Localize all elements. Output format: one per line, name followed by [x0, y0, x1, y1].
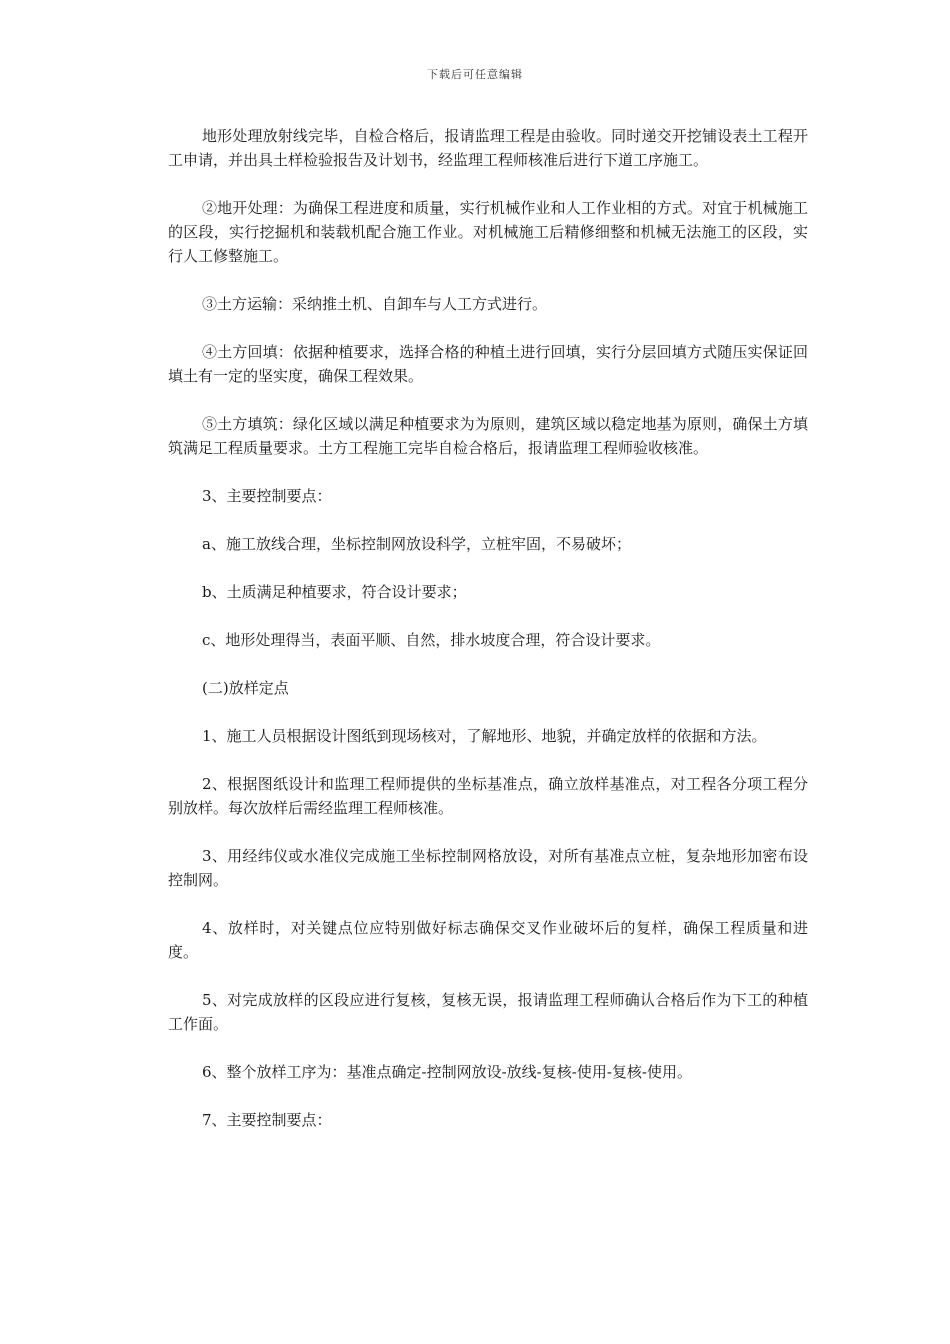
paragraph: ③土方运输：采纳推土机、自卸车与人工方式进行。 — [202, 295, 548, 313]
list-item: b、土质满足种植要求，符合设计要求； — [202, 583, 467, 601]
paragraph: ⑤土方填筑：绿化区域以满足种植要求为为原则，建筑区域以稳定地基为原则，确保土方填筑满足工程质量要求。土方工程施工完毕自检合格后，报请监理工程师验收核准。 — [168, 415, 808, 457]
paragraph: ②地开处理：为确保工程进度和质量，实行机械作业和人工作业相的方式。对宜于机械施工的区段，实行挖掘机和装载机配合施工作业。对机械施工后精修细整和机械无法施工的区段，实行人工修整施工。 — [168, 199, 808, 265]
document-body — [168, 124, 808, 1156]
list-item: 3、用经纬仪或水准仪完成施工坐标控制网格放设，对所有基准点立桩，复杂地形加密布设控制网。 — [168, 847, 808, 889]
page-header: 下载后可任意编辑 — [427, 68, 523, 81]
list-item: c、地形处理得当，表面平顺、自然，排水坡度合理，符合设计要求。 — [202, 631, 661, 649]
list-item: 1、施工人员根据设计图纸到现场核对，了解地形、地貌，并确定放样的依据和方法。 — [202, 727, 767, 745]
section-heading: 7、主要控制要点： — [202, 1111, 332, 1129]
list-item: 4、放样时，对关键点位应特别做好标志确保交叉作业破坏后的复样，确保工程质量和进度。 — [168, 919, 808, 961]
list-item: 6、整个放样工序为：基准点确定-控制网放设-放线-复核-使用-复核-使用。 — [202, 1063, 692, 1081]
list-item: a、施工放线合理，坐标控制网放设科学，立桩牢固，不易破坏； — [202, 535, 631, 553]
paragraph: 地形处理放射线完毕，自检合格后，报请监理工程是由验收。同时递交开挖铺设表土工程开工申请，并出具土样检验报告及计划书，经监理工程师核准后进行下道工序施工。 — [168, 127, 808, 169]
section-heading: (二)放样定点 — [202, 679, 289, 697]
section-heading: 3、主要控制要点： — [202, 487, 332, 505]
list-item: 2、根据图纸设计和监理工程师提供的坐标基准点，确立放样基准点，对工程各分项工程分别放样。每次放样后需经监理工程师核准。 — [168, 775, 808, 817]
list-item: 5、对完成放样的区段应进行复核，复核无误，报请监理工程师确认合格后作为下工的种植工作面。 — [168, 991, 808, 1033]
paragraph: ④土方回填：依据种植要求，选择合格的种植土进行回填，实行分层回填方式随压实保证回填土有一定的坚实度，确保工程效果。 — [168, 343, 808, 385]
